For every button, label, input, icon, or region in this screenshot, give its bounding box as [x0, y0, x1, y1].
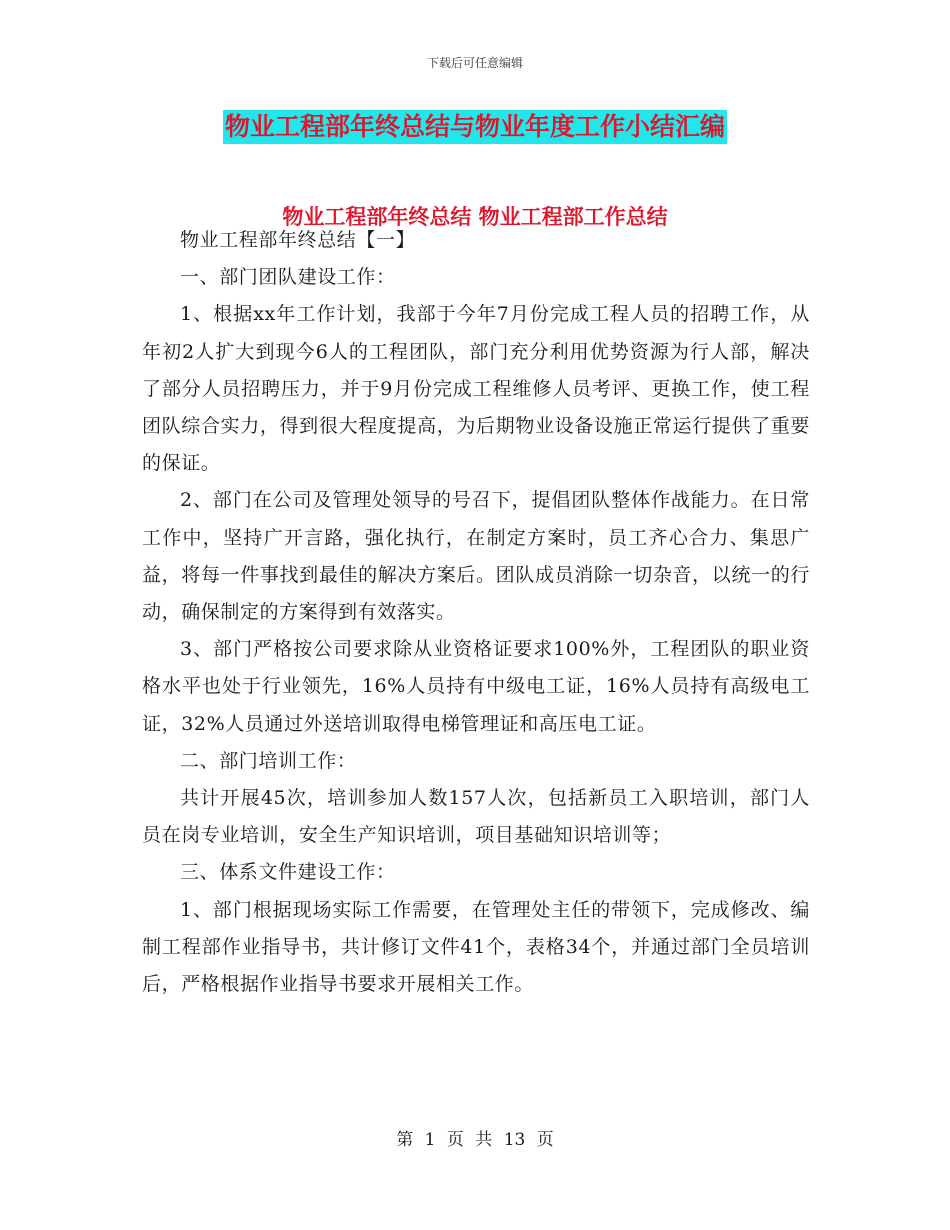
document-body	[142, 222, 810, 1003]
document-title	[0, 110, 950, 144]
document-subtitle: 物业工程部年终总结 物业工程部工作总结	[282, 205, 668, 229]
page-header-note: 下载后可任意编辑	[426, 56, 523, 70]
body-paragraph: 1、部门根据现场实际工作需要，在管理处主任的带领下，完成修改、编制工程部作业指导书，共计修订文件41个，表格34个，并通过部门全员培训后，严格根据作业指导书要求开展相关工作。	[142, 898, 810, 996]
body-paragraph: 2、部门在公司及管理处领导的号召下，提倡团队整体作战能力。在日常工作中，坚持广开言路，强化执行，在制定方案时，员工齐心合力、集思广益，将每一件事找到最佳的解决方案后。团队成员消除一切杂音，以统一的行动，确保制定的方案得到有效落实。	[142, 489, 810, 624]
section-heading: 三、体系文件建设工作：	[180, 861, 396, 884]
section-heading: 物业工程部年终总结【一】	[180, 229, 416, 251]
page-number-footer: 第 1 页 共 13 页	[396, 1130, 554, 1150]
body-paragraph: 共计开展45次，培训参加人数157人次，包括新员工入职培训，部门人员在岗专业培训，安全生产知识培训，项目基础知识培训等；	[142, 787, 810, 847]
body-paragraph: 1、根据xx年工作计划，我部于今年7月份完成工程人员的招聘工作，从年初2人扩大到现今6人的工程团队，部门充分利用优势资源为行人部，解决了部分人员招聘压力，并于9月份完成工程维修人员考评、更换工作，使工程团队综合实力，得到很大程度提高，为后期物业设备设施正常运行提供了重要的保证。	[142, 303, 810, 475]
section-heading: 二、部门培训工作：	[180, 749, 357, 772]
body-paragraph: 3、部门严格按公司要求除从业资格证要求100%外，工程团队的职业资格水平也处于行业领先，16%人员持有中级电工证，16%人员持有高级电工证，32%人员通过外送培训取得电梯管理证和高压电工证。	[142, 638, 810, 735]
section-heading: 一、部门团队建设工作：	[180, 266, 396, 289]
document-title-text: 物业工程部年终总结与物业年度工作小结汇编	[223, 110, 727, 144]
